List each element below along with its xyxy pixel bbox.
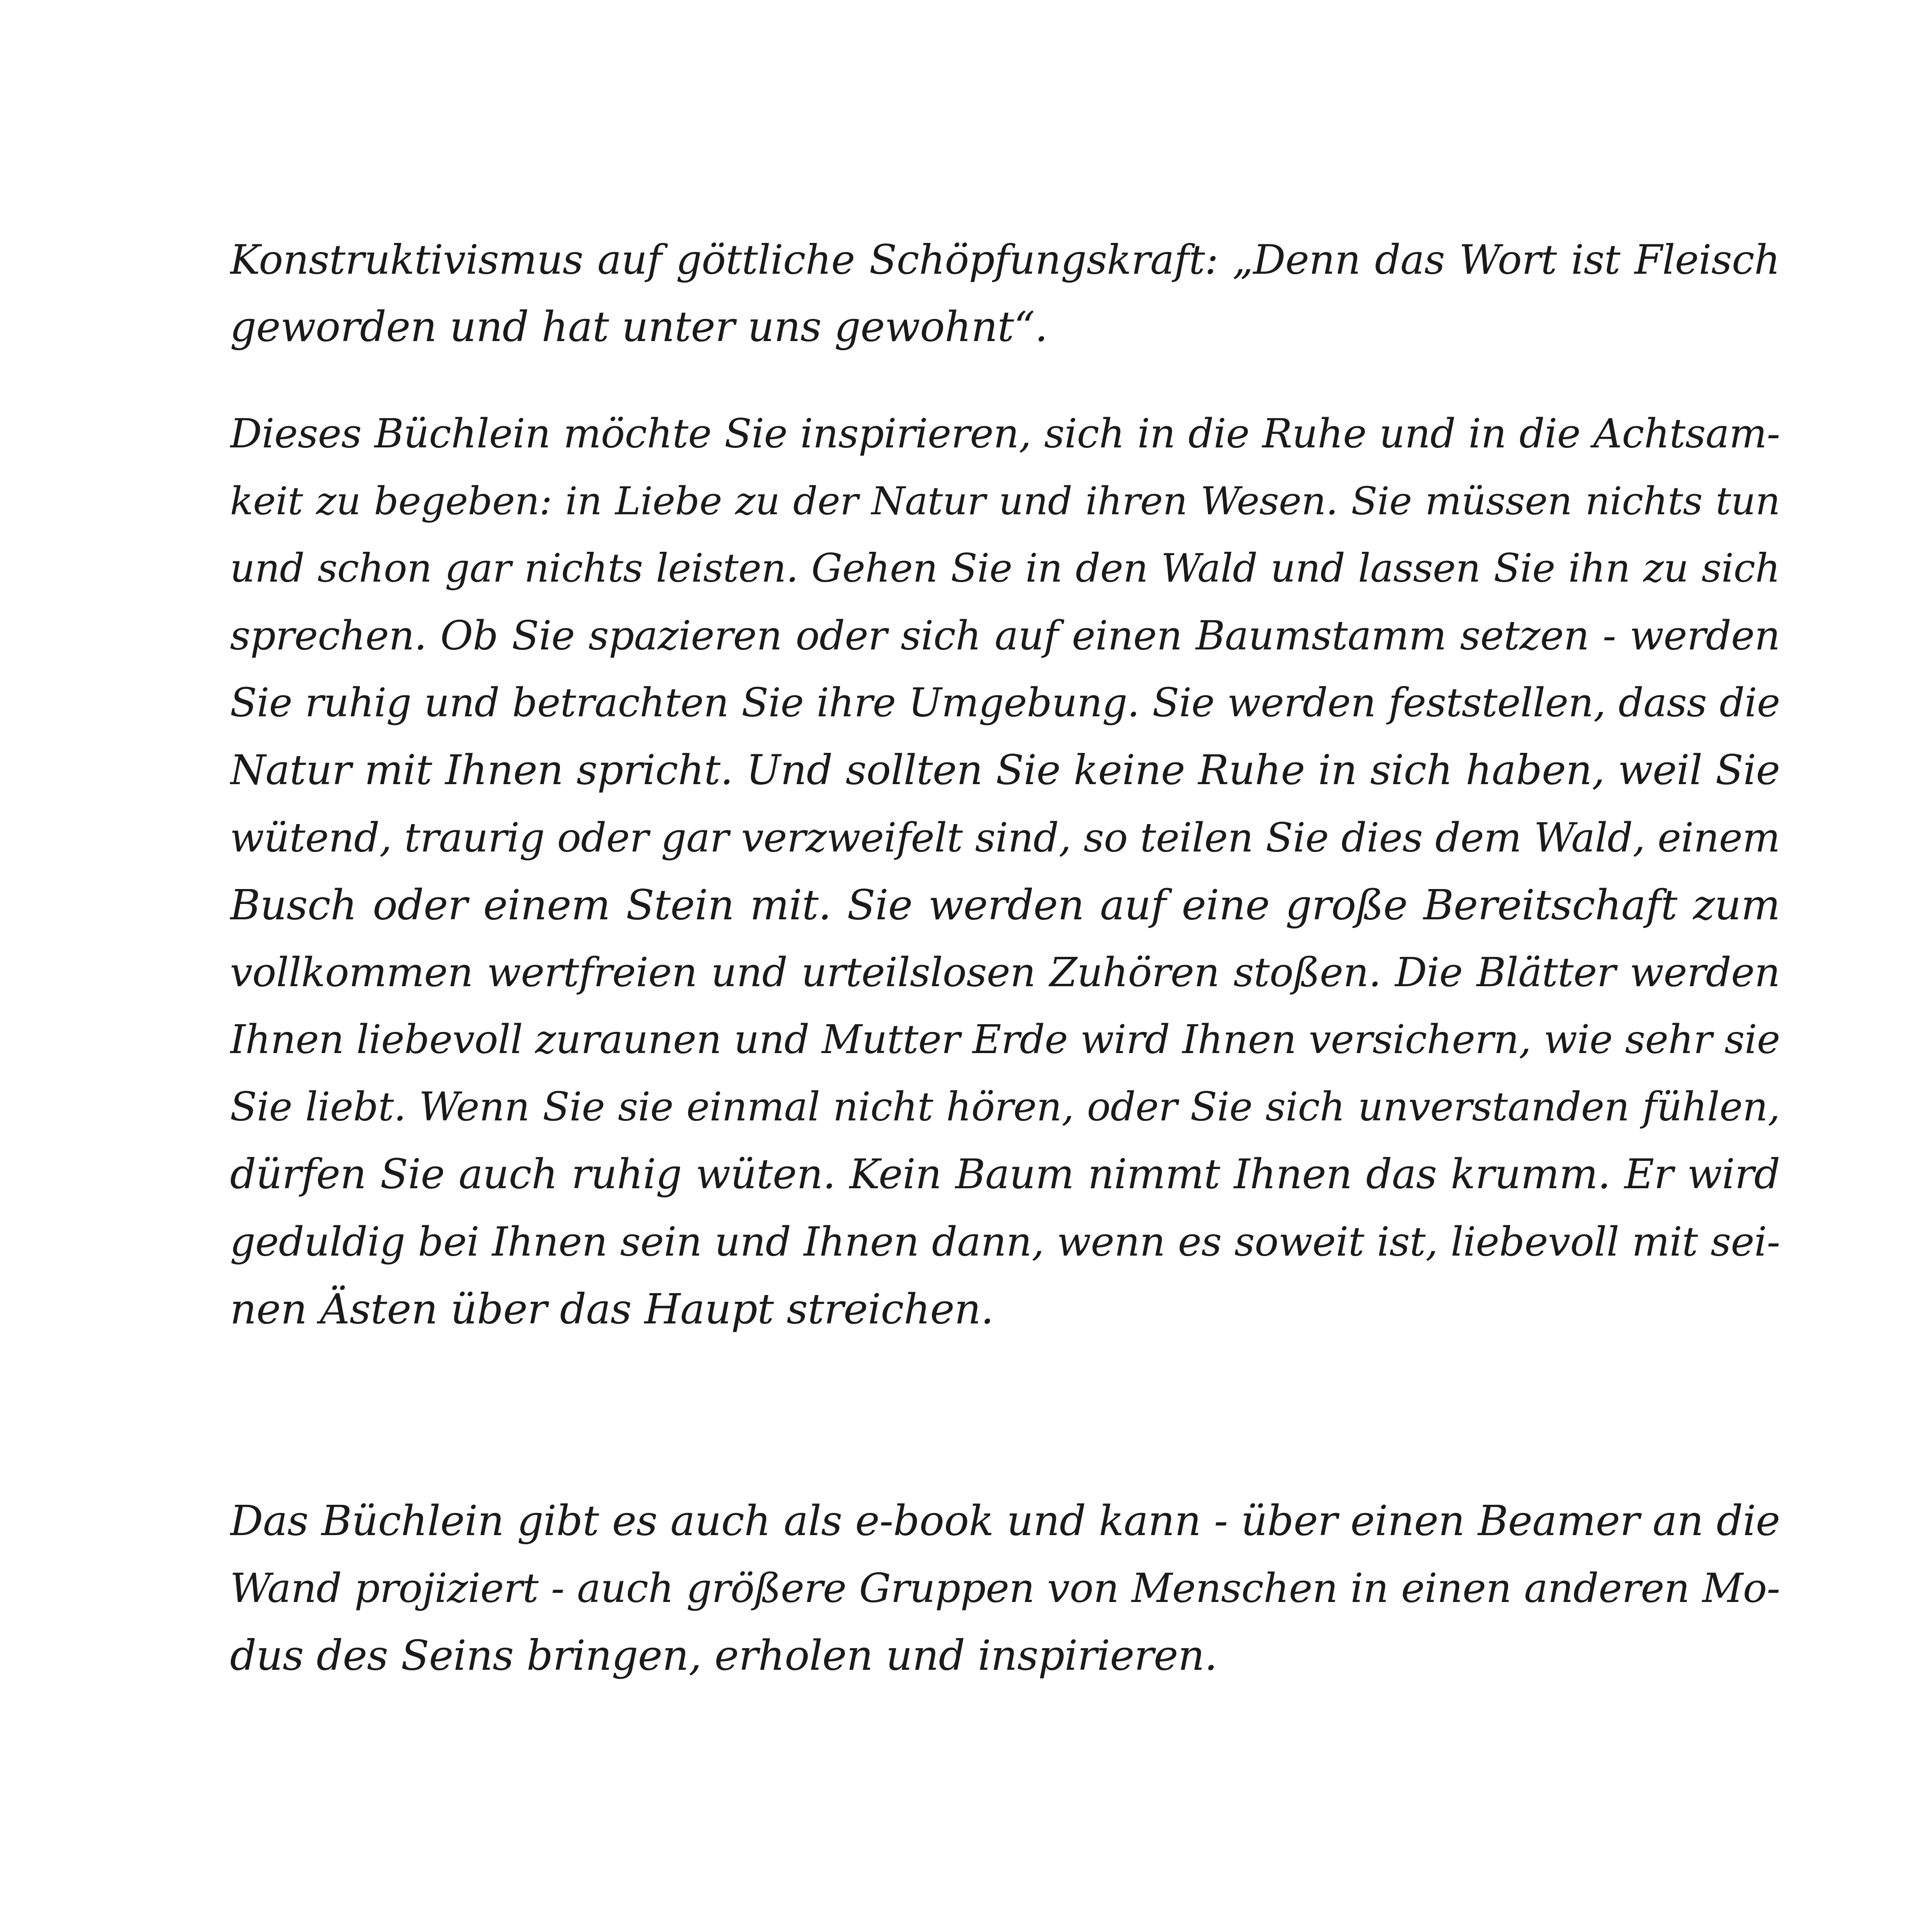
paragraph-3-line-1: Das Büchlein gibt es auch als e-book und kann - über einen Beamer an die	[230, 1497, 1780, 1545]
paragraph-2-line-3: und schon gar nichts leisten. Gehen Sie in den Wald und lassen Sie ihn zu sich	[230, 546, 1780, 591]
paragraph-2-line-10: Ihnen liebevoll zuraunen und Mutter Erde wird Ihnen versichern, wie sehr sie	[230, 1017, 1780, 1063]
paragraph-2-line-12: dürfen Sie auch ruhig wüten. Kein Baum nimmt Ihnen das krumm. Er wird	[230, 1151, 1780, 1198]
paragraph-2-line-14: nen Ästen über das Haupt streichen.	[230, 1285, 994, 1334]
paragraph-2-line-13: geduldig bei Ihnen sein und Ihnen dann, wenn es soweit ist, liebevoll mit sei-	[230, 1219, 1780, 1265]
paragraph-1-line-2: geworden und hat unter uns gewohnt“.	[230, 303, 1048, 351]
paragraph-2-line-5: Sie ruhig und betrachten Sie ihre Umgebung. Sie werden feststellen, dass die	[230, 680, 1780, 726]
paragraph-2-line-1: Dieses Büchlein möchte Sie inspirieren, sich in die Ruhe und in die Achtsam-	[230, 410, 1780, 457]
paragraph-2-line-2: keit zu begeben: in Liebe zu der Natur und ihren Wesen. Sie müssen nichts tun	[230, 479, 1780, 523]
paragraph-2-line-9: vollkommen wertfreien und urteilslosen Zuhören stoßen. Die Blätter werden	[230, 949, 1780, 996]
paragraph-1-line-1: Konstruktivismus auf göttliche Schöpfungskraft: „Denn das Wort ist Fleisch	[230, 236, 1780, 283]
paragraph-2-line-6: Natur mit Ihnen spricht. Und sollten Sie keine Ruhe in sich haben, weil Sie	[230, 747, 1780, 794]
paragraph-2-line-11: Sie liebt. Wenn Sie sie einmal nicht hören, oder Sie sich unverstanden fühlen,	[230, 1084, 1780, 1130]
paragraph-2-line-8: Busch oder einem Stein mit. Sie werden auf eine große Bereitschaft zum	[230, 881, 1780, 929]
paragraph-2-line-7: wütend, traurig oder gar verzweifelt sind, so teilen Sie dies dem Wald, einem	[230, 814, 1780, 861]
paragraph-2-line-4: sprechen. Ob Sie spazieren oder sich auf einen Baumstamm setzen - werden	[230, 612, 1780, 659]
paragraph-3-line-2: Wand projiziert - auch größere Gruppen von Menschen in einen anderen Mo-	[230, 1565, 1780, 1612]
paragraph-3-line-3: dus des Seins bringen, erholen und inspirieren.	[230, 1632, 1218, 1680]
